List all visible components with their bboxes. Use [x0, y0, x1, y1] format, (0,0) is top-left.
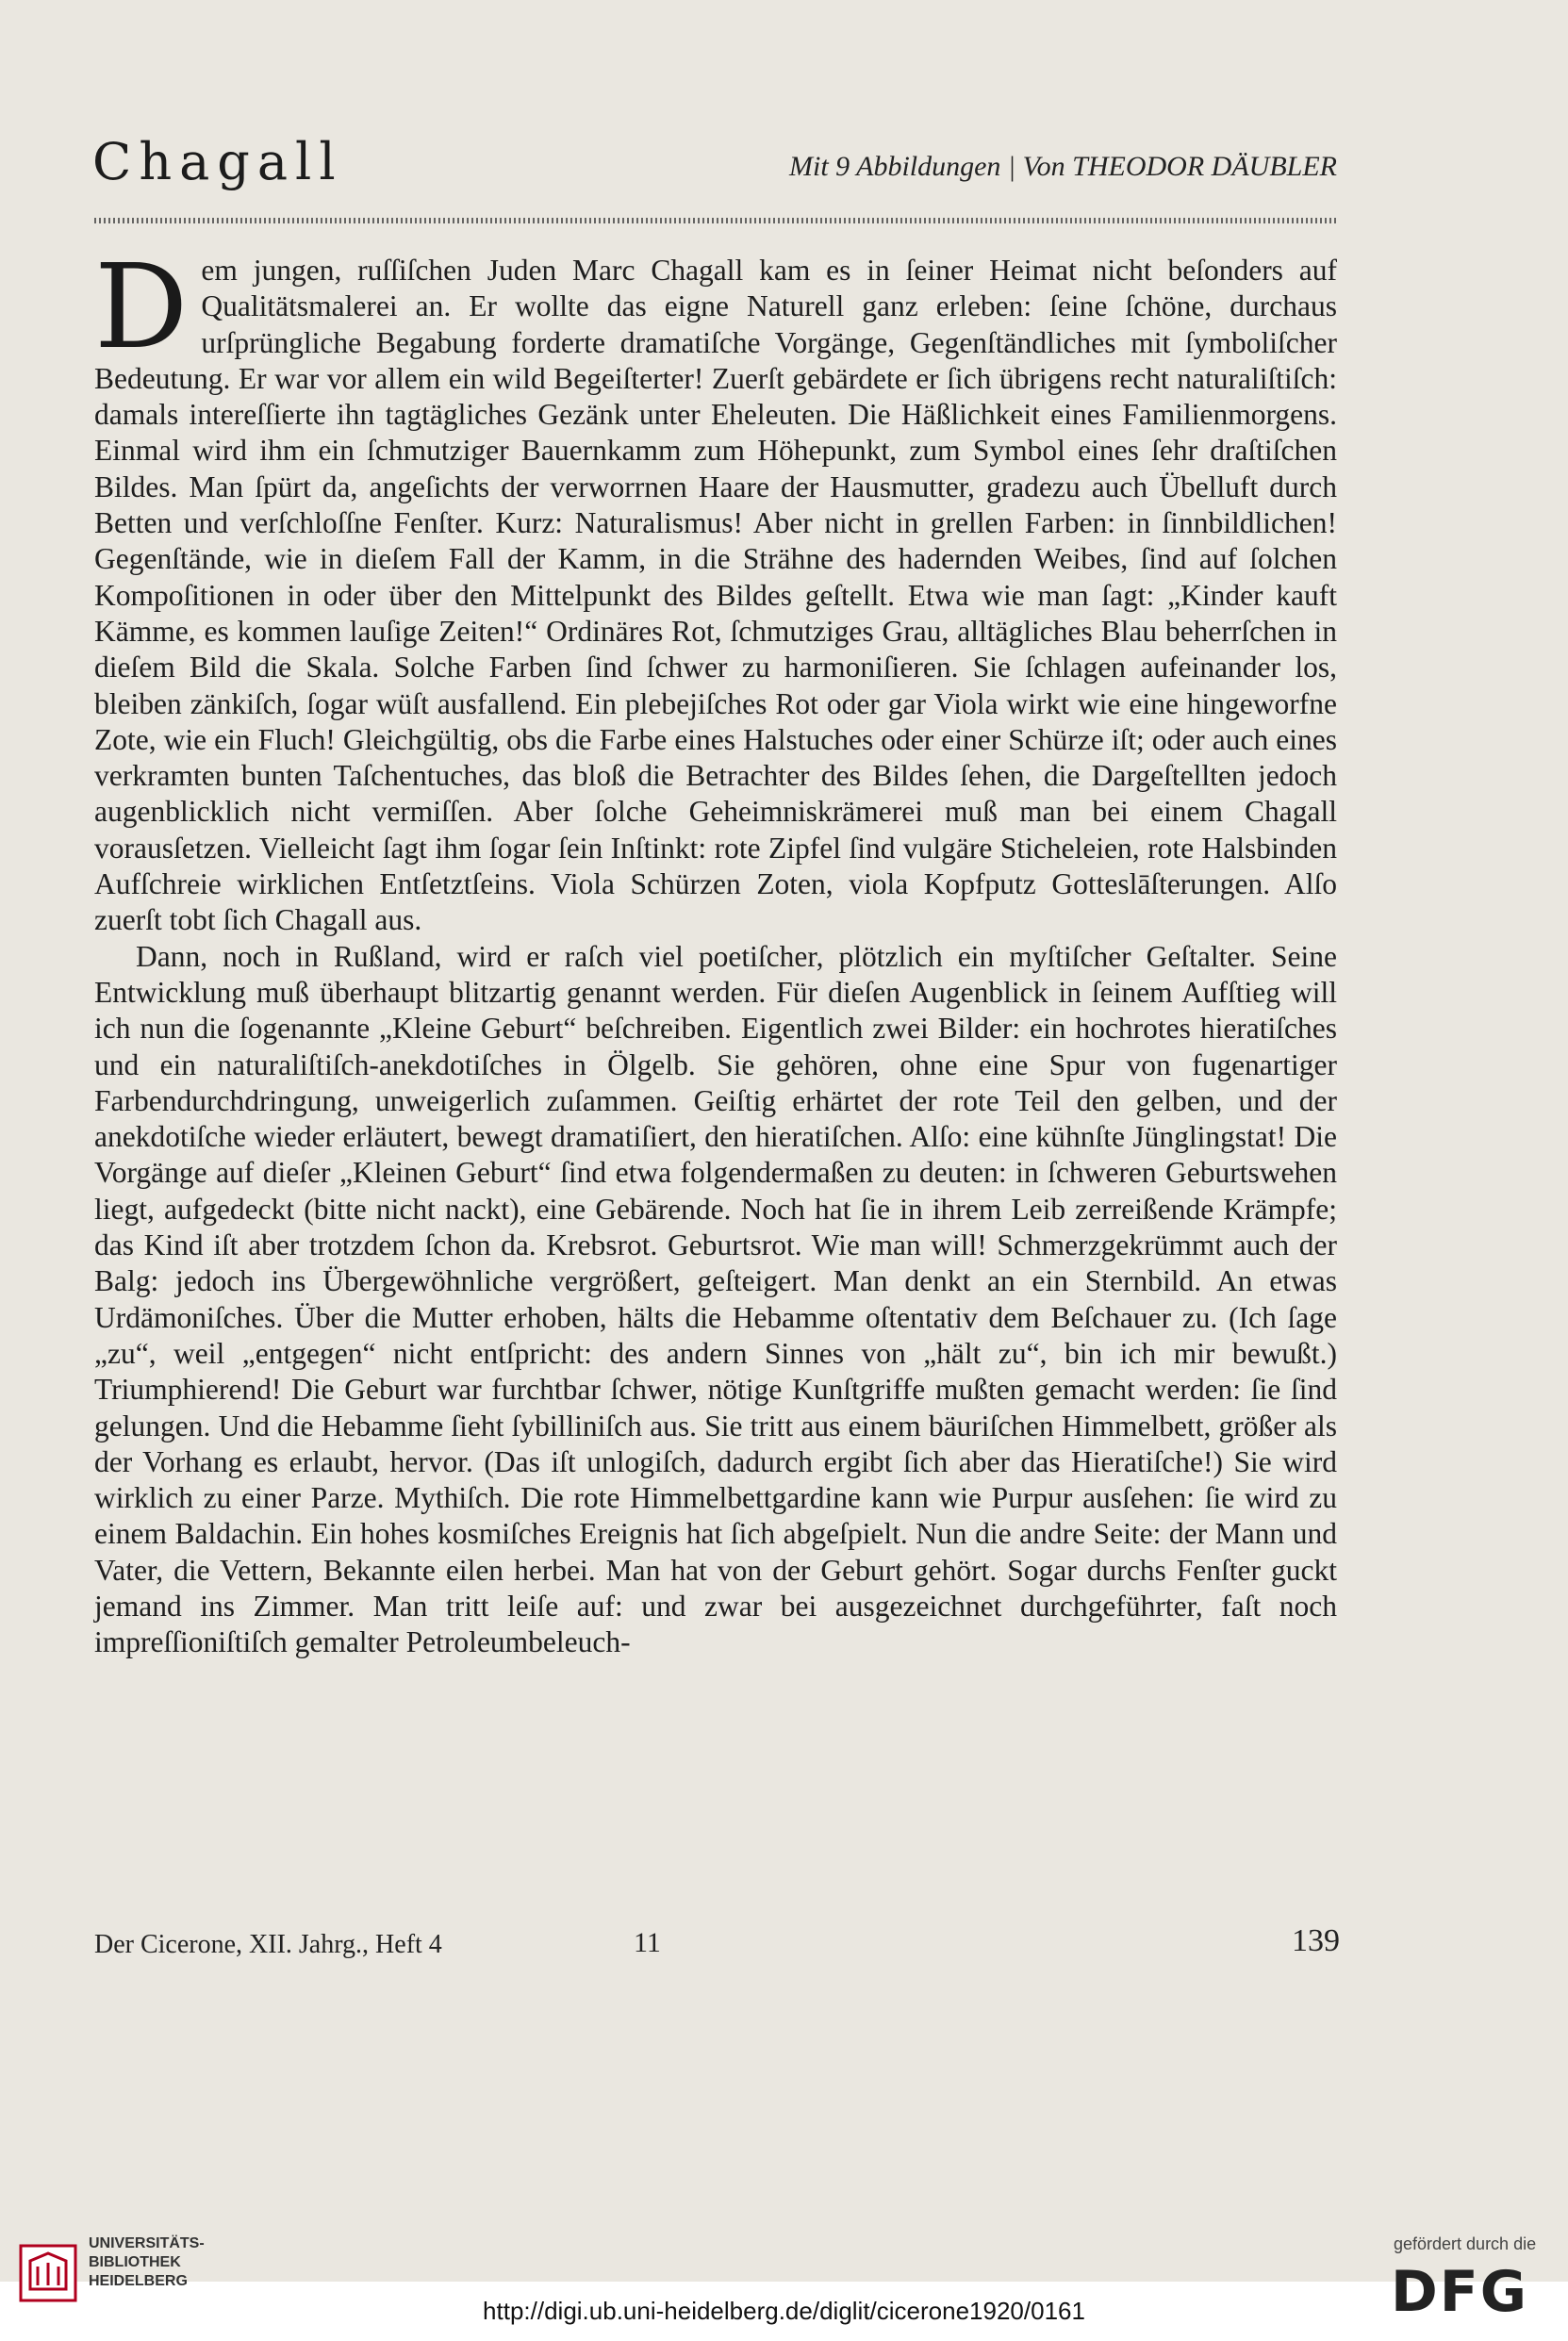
library-line: UNIVERSITÄTS-	[89, 2235, 205, 2251]
dfg-logo[interactable]	[1391, 2234, 1556, 2329]
drop-cap: D	[94, 239, 189, 375]
library-line: HEIDELBERG	[89, 2273, 188, 2289]
journal-footer: Der Cicerone, XII. Jahrg., Heft 4	[94, 1930, 442, 1959]
library-seal-icon	[17, 2242, 79, 2304]
article-body	[94, 239, 1337, 1661]
dfg-wordmark: DFG	[1391, 2259, 1529, 2325]
paragraph-1-text: em jungen, ruſſiſchen Juden Marc Chagall kam es in ſeiner Heimat nicht beſonders auf Qualitätsmalerei an. Er wollte das eigne Naturell ganz erleben: ſeine ſchöne, durchaus urſprüngliche Begabung forderte dramatiſche Vorgänge, Gegenſtändliches mit ſymboliſcher Bedeutung. Er war vor allem ein wild Begeiſterter! Zuerſt gebärdete er ſich übrigens recht naturaliſtiſch: damals intereſſierte ihn tagtägliches Gezänk unter Eheleuten. Die Häßlichkeit eines Familienmorgens. Einmal wird ihm ein ſchmutziger Bauernkamm zum Höhepunkt, zum Symbol eines ſehr draſtiſchen Bildes. Man ſpürt da, angeſichts der verworrnen Haare der Hausmutter, gradezu auch Übelluft durch Betten und verſchloſſne Fenſter. Kurz: Naturalismus! Aber nicht in grellen Farben: in ſinnbildlichen! Gegenſtände, wie in dieſem Fall der Kamm, in die Strähne des hadernden Weibes, ſind auf ſolchen Kompoſitionen in oder über den Mittelpunkt des Bildes geſtellt. Etwa wie man ſagt: „Kinder kauft Kämme, es kommen lauſige Zeiten!“ Ordinäres Rot, ſchmutziges Grau, alltägliches Blau beherrſchen in dieſem Bild die Skala. Solche Farben ſind ſchwer zu harmoniſieren. Sie ſchlagen aufeinander los, bleiben zänkiſch, ſogar wüſt ausfallend. Ein plebejiſches Rot oder gar Viola wirkt wie eine hingeworfne Zote, wie ein Fluch! Gleichgültig, obs die Farbe eines Halstuches oder einer Schürze iſt; oder auch eines verkramten bunten Taſchentuches, das bloß die Betrachter des Bildes ſehen, die Dargeſtellten jedoch augenblicklich nicht vermiſſen. Aber ſolche Geheimniskrämerei muß man bei einem Chagall vorausſetzen. Vielleicht ſagt ihm ſogar ſein Inſtinkt: rote Zipfel ſind vulgäre Sticheleien, rote Halsbinden Aufſchreie wirklichen Entſetztſeins. Viola Schürzen Zoten, viola Kopfputz Gotteslāſterungen. Alſo zuerſt tobt ſich Chagall aus.	[94, 254, 1337, 937]
funder-caption: gefördert durch die	[1394, 2234, 1537, 2253]
paragraph-1	[94, 239, 1337, 939]
dotted-rule	[94, 218, 1337, 223]
library-line: BIBLIOTHEK	[89, 2254, 181, 2270]
article-byline: Mit 9 Abbildungen | Von THEODOR DÄUBLER	[789, 151, 1337, 182]
paragraph-2: Dann, noch in Rußland, wird er raſch viel poetiſcher, plötzlich ein myſtiſcher Geſtalter. Seine Entwicklung muß überhaupt blitzartig genannt werden. Für dieſen Augenblick in ſeinem Aufſtieg will ich nun die ſogenannte „Kleine Geburt“ beſchreiben. Eigentlich zwei Bilder: ein hochrotes hieratiſches und ein naturaliſtiſch-anekdotiſches in Ölgelb. Sie gehören, ohne eine Spur von fugenartiger Farbendurchdringung, unweigerlich zuſammen. Geiſtig erhärtet der rote Teil den gelben, und der anekdotiſche wieder erläutert, bewegt dramatiſiert, den hieratiſchen. Alſo: eine kühnſte Jünglingstat! Die Vorgänge auf dieſer „Kleinen Geburt“ ſind etwa folgendermaßen zu deuten: in ſchweren Geburtswehen liegt, aufgedeckt (bitte nicht nackt), eine Gebärende. Noch hat ſie in ihrem Leib zerreißende Krämpfe; das Kind iſt aber trotzdem ſchon da. Krebsrot. Geburtsrot. Wie man will! Schmerzgekrümmt auch der Balg: jedoch ins Übergewöhnliche vergrößert, geſteigert. Man denkt an ein Sternbild. An etwas Urdämoniſches. Über die Mutter erhoben, hälts die Hebamme oſtentativ dem Beſchauer zu. (Ich ſage „zu“, weil „entgegen“ nicht entſpricht: des andern Sinnes von „hält zu“, bin ich mir bewußt.) Triumphierend! Die Geburt war furchtbar ſchwer, nötige Kunſtgriffe mußten gemacht werden: ſie ſind gelungen. Und die Hebamme ſieht ſybilliniſch aus. Sie tritt aus einem bäuriſchen Himmelbett, größer als der Vorhang es erlaubt, hervor. (Das iſt unlogiſch, dadurch ergibt ſich aber das Hieratiſche!) Sie wird wirklich zu einer Parze. Mythiſch. Die rote Himmelbettgardine kann wie Purpur ausſehen: ſie wird zu einem Baldachin. Ein hohes kosmiſches Ereignis hat ſich abgeſpielt. Nun die andre Seite: der Mann und Vater, die Vettern, Bekannte eilen herbei. Man hat von der Geburt gehört. Sogar durchs Fenſter guckt jemand ins Zimmer. Man tritt leiſe auf: und zwar bei ausgezeichnet durchgeführter, faſt noch impreſſioniſtiſch gemalter Petroleumbeleuch-	[94, 939, 1337, 1659]
library-name	[89, 2234, 205, 2291]
permalink-url[interactable]: http://digi.ub.uni-heidelberg.de/diglit/cicerone1920/0161	[483, 2297, 1085, 2325]
article-header	[92, 132, 1337, 207]
signature-mark: 11	[634, 1927, 661, 1958]
page-number: 139	[1292, 1923, 1340, 1958]
article-title: Chagall	[92, 132, 343, 191]
